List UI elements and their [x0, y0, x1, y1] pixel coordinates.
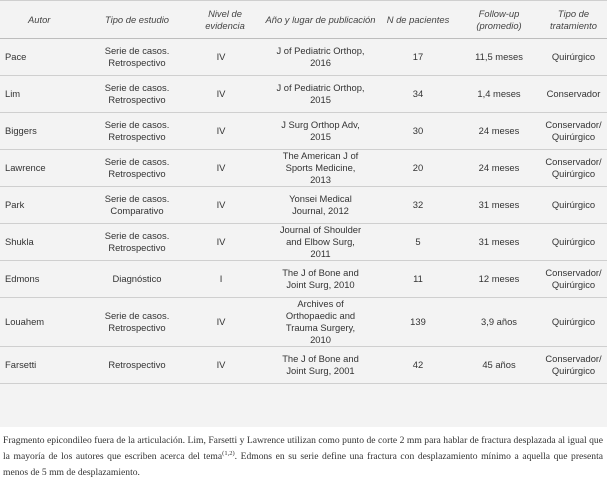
cell-anio-lugar-line: Journal of Shoulder	[279, 224, 362, 235]
cell-tipo-tratamiento-line: Quirúrgico	[551, 51, 596, 62]
table-caption	[3, 433, 603, 481]
caption-citation: (1,2)	[222, 449, 235, 457]
cell-tipo-estudio	[87, 39, 187, 76]
cell-anio-lugar-line: Orthopaedic and	[285, 310, 356, 321]
cell-tipo-tratamiento	[540, 187, 607, 224]
cell-follow-up: 31 meses	[458, 187, 540, 224]
cell-tipo-tratamiento-line: Quirúrgico	[551, 316, 596, 327]
cell-tipo-estudio-line: Comparativo	[110, 205, 164, 216]
cell-anio-lugar-line: 2010	[310, 334, 331, 345]
cell-tipo-tratamiento-line: Conservador/	[545, 267, 602, 278]
header-follow-up	[458, 1, 540, 39]
cell-autor: Biggers	[0, 113, 87, 150]
cell-autor: Edmons	[0, 261, 87, 298]
cell-n-pacientes: 32	[378, 187, 458, 224]
cell-nivel-evidencia: IV	[187, 150, 263, 187]
cell-follow-up: 1,4 meses	[458, 76, 540, 113]
cell-autor: Park	[0, 187, 87, 224]
caption-text-1: Fragmento epicondileo fuera de la articulación. Lim, Farsetti y Lawrence utilizan como punto de corte 2 mm para hablar de fractura desplazada al igual que la mayoría de los autores que escriben acerca del tema	[3, 435, 603, 462]
cell-n-pacientes: 42	[378, 347, 458, 384]
cell-anio-lugar	[263, 261, 378, 298]
cell-autor: Shukla	[0, 224, 87, 261]
cell-follow-up: 3,9 años	[458, 298, 540, 347]
cell-tipo-estudio	[87, 76, 187, 113]
cell-tipo-tratamiento-line: Conservador/	[545, 353, 602, 364]
cell-tipo-estudio	[87, 113, 187, 150]
cell-tipo-tratamiento	[540, 224, 607, 261]
studies-table	[0, 1, 607, 384]
cell-tipo-tratamiento-line: Quirúrgico	[551, 168, 596, 179]
cell-tipo-tratamiento	[540, 39, 607, 76]
cell-tipo-tratamiento-line: Quirúrgico	[551, 199, 596, 210]
cell-anio-lugar-line: J of Pediatric Orthop,	[276, 82, 365, 93]
cell-autor: Louahem	[0, 298, 87, 347]
cell-tipo-estudio-line: Serie de casos.	[104, 156, 170, 167]
cell-tipo-estudio-line: Retrospectivo	[108, 131, 166, 142]
cell-anio-lugar-line: 2015	[310, 131, 331, 142]
cell-tipo-tratamiento	[540, 76, 607, 113]
cell-anio-lugar	[263, 39, 378, 76]
cell-n-pacientes: 139	[378, 298, 458, 347]
cell-anio-lugar-line: Trauma Surgery,	[285, 322, 356, 333]
caption-text-2: . Edmons en su serie define una fractura con desplazamiento mínimo a aquella que presenta menos de 5 mm de desplazamiento.	[3, 451, 604, 478]
cell-tipo-tratamiento	[540, 261, 607, 298]
cell-tipo-tratamiento	[540, 347, 607, 384]
cell-tipo-estudio	[87, 261, 187, 298]
table-row	[0, 39, 607, 76]
cell-anio-lugar-line: Yonsei Medical	[289, 193, 352, 204]
table-row	[0, 187, 607, 224]
cell-autor: Lim	[0, 76, 87, 113]
cell-nivel-evidencia: IV	[187, 76, 263, 113]
cell-anio-lugar-line: The J of Bone and	[282, 353, 359, 364]
cell-tipo-estudio-line: Serie de casos.	[104, 119, 170, 130]
cell-anio-lugar	[263, 224, 378, 261]
cell-follow-up: 24 meses	[458, 150, 540, 187]
table-header-row	[0, 1, 607, 39]
cell-tipo-estudio-line: Serie de casos.	[104, 82, 170, 93]
cell-n-pacientes: 5	[378, 224, 458, 261]
cell-tipo-tratamiento	[540, 298, 607, 347]
cell-tipo-tratamiento	[540, 150, 607, 187]
cell-follow-up: 11,5 meses	[458, 39, 540, 76]
cell-tipo-tratamiento-line: Quirúrgico	[551, 279, 596, 290]
cell-tipo-estudio-line: Serie de casos.	[104, 230, 170, 241]
cell-tipo-tratamiento	[540, 113, 607, 150]
cell-tipo-estudio-line: Serie de casos.	[104, 193, 170, 204]
table-body	[0, 39, 607, 384]
cell-nivel-evidencia: IV	[187, 224, 263, 261]
cell-n-pacientes: 11	[378, 261, 458, 298]
cell-tipo-tratamiento-line: Conservador	[546, 88, 601, 99]
cell-anio-lugar-line: Archives of	[297, 298, 344, 309]
cell-autor: Lawrence	[0, 150, 87, 187]
cell-anio-lugar	[263, 187, 378, 224]
table-row	[0, 298, 607, 347]
cell-follow-up: 24 meses	[458, 113, 540, 150]
cell-nivel-evidencia: I	[187, 261, 263, 298]
cell-follow-up: 45 años	[458, 347, 540, 384]
table-row	[0, 150, 607, 187]
cell-tipo-estudio	[87, 224, 187, 261]
cell-n-pacientes: 17	[378, 39, 458, 76]
cell-n-pacientes: 30	[378, 113, 458, 150]
cell-anio-lugar-line: 2011	[310, 248, 331, 259]
cell-anio-lugar	[263, 298, 378, 347]
table-row	[0, 261, 607, 298]
cell-tipo-estudio-line: Diagnóstico	[112, 273, 162, 284]
cell-anio-lugar-line: Journal, 2012	[292, 205, 349, 216]
cell-follow-up: 12 meses	[458, 261, 540, 298]
cell-anio-lugar-line: 2016	[310, 57, 331, 68]
cell-tipo-estudio	[87, 150, 187, 187]
cell-anio-lugar	[263, 113, 378, 150]
cell-anio-lugar-line: Joint Surg, 2001	[286, 365, 355, 376]
cell-autor: Pace	[0, 39, 87, 76]
cell-tipo-estudio-line: Retrospectivo	[108, 168, 166, 179]
cell-tipo-tratamiento-line: Quirúrgico	[551, 236, 596, 247]
cell-anio-lugar	[263, 347, 378, 384]
table-row	[0, 113, 607, 150]
follow-up-rest: (promedio)	[476, 19, 522, 31]
cell-anio-lugar-line: The J of Bone and	[282, 267, 359, 278]
cell-tipo-estudio	[87, 298, 187, 347]
cell-nivel-evidencia: IV	[187, 113, 263, 150]
cell-autor: Farsetti	[0, 347, 87, 384]
cell-nivel-evidencia: IV	[187, 347, 263, 384]
cell-nivel-evidencia: IV	[187, 298, 263, 347]
cell-anio-lugar	[263, 76, 378, 113]
header-anio-lugar: Año y lugar de publicación	[263, 1, 378, 39]
cell-anio-lugar-line: Sports Medicine,	[285, 162, 356, 173]
cell-anio-lugar	[263, 150, 378, 187]
cell-follow-up: 31 meses	[458, 224, 540, 261]
cell-tipo-estudio-line: Retrospectivo	[108, 94, 166, 105]
header-tipo-tratamiento: Tipo de tratamiento	[540, 1, 607, 39]
cell-tipo-tratamiento-line: Quirúrgico	[551, 365, 596, 376]
cell-n-pacientes: 34	[378, 76, 458, 113]
cell-anio-lugar-line: The American J of	[282, 150, 359, 161]
follow-up-italic: Follow-up	[478, 7, 520, 19]
cell-tipo-tratamiento-line: Conservador/	[545, 156, 602, 167]
cell-tipo-tratamiento-line: Conservador/	[545, 119, 602, 130]
cell-nivel-evidencia: IV	[187, 39, 263, 76]
cell-tipo-estudio-line: Retrospectivo	[108, 322, 166, 333]
header-nivel-evidencia: Nivel de evidencia	[187, 1, 263, 39]
cell-tipo-estudio-line: Retrospectivo	[108, 242, 166, 253]
table-row	[0, 224, 607, 261]
cell-nivel-evidencia: IV	[187, 187, 263, 224]
header-n-pacientes: N de pacientes	[378, 1, 458, 39]
cell-tipo-tratamiento-line: Quirúrgico	[551, 131, 596, 142]
cell-anio-lugar-line: 2013	[310, 174, 331, 185]
table-row	[0, 76, 607, 113]
cell-tipo-estudio-line: Retrospectivo	[108, 57, 166, 68]
cell-anio-lugar-line: J Surg Orthop Adv,	[281, 119, 360, 130]
header-autor: Autor	[0, 1, 87, 39]
cell-tipo-estudio-line: Serie de casos.	[104, 310, 170, 321]
cell-anio-lugar-line: Joint Surg, 2010	[286, 279, 355, 290]
cell-tipo-estudio	[87, 347, 187, 384]
cell-n-pacientes: 20	[378, 150, 458, 187]
table-row	[0, 347, 607, 384]
cell-anio-lugar-line: 2015	[310, 94, 331, 105]
cell-anio-lugar-line: and Elbow Surg,	[286, 236, 355, 247]
cell-tipo-estudio	[87, 187, 187, 224]
header-tipo-estudio: Tipo de estudio	[87, 1, 187, 39]
cell-tipo-estudio-line: Retrospectivo	[108, 359, 166, 370]
cell-tipo-estudio-line: Serie de casos.	[104, 45, 170, 56]
cell-anio-lugar-line: J of Pediatric Orthop,	[276, 45, 365, 56]
